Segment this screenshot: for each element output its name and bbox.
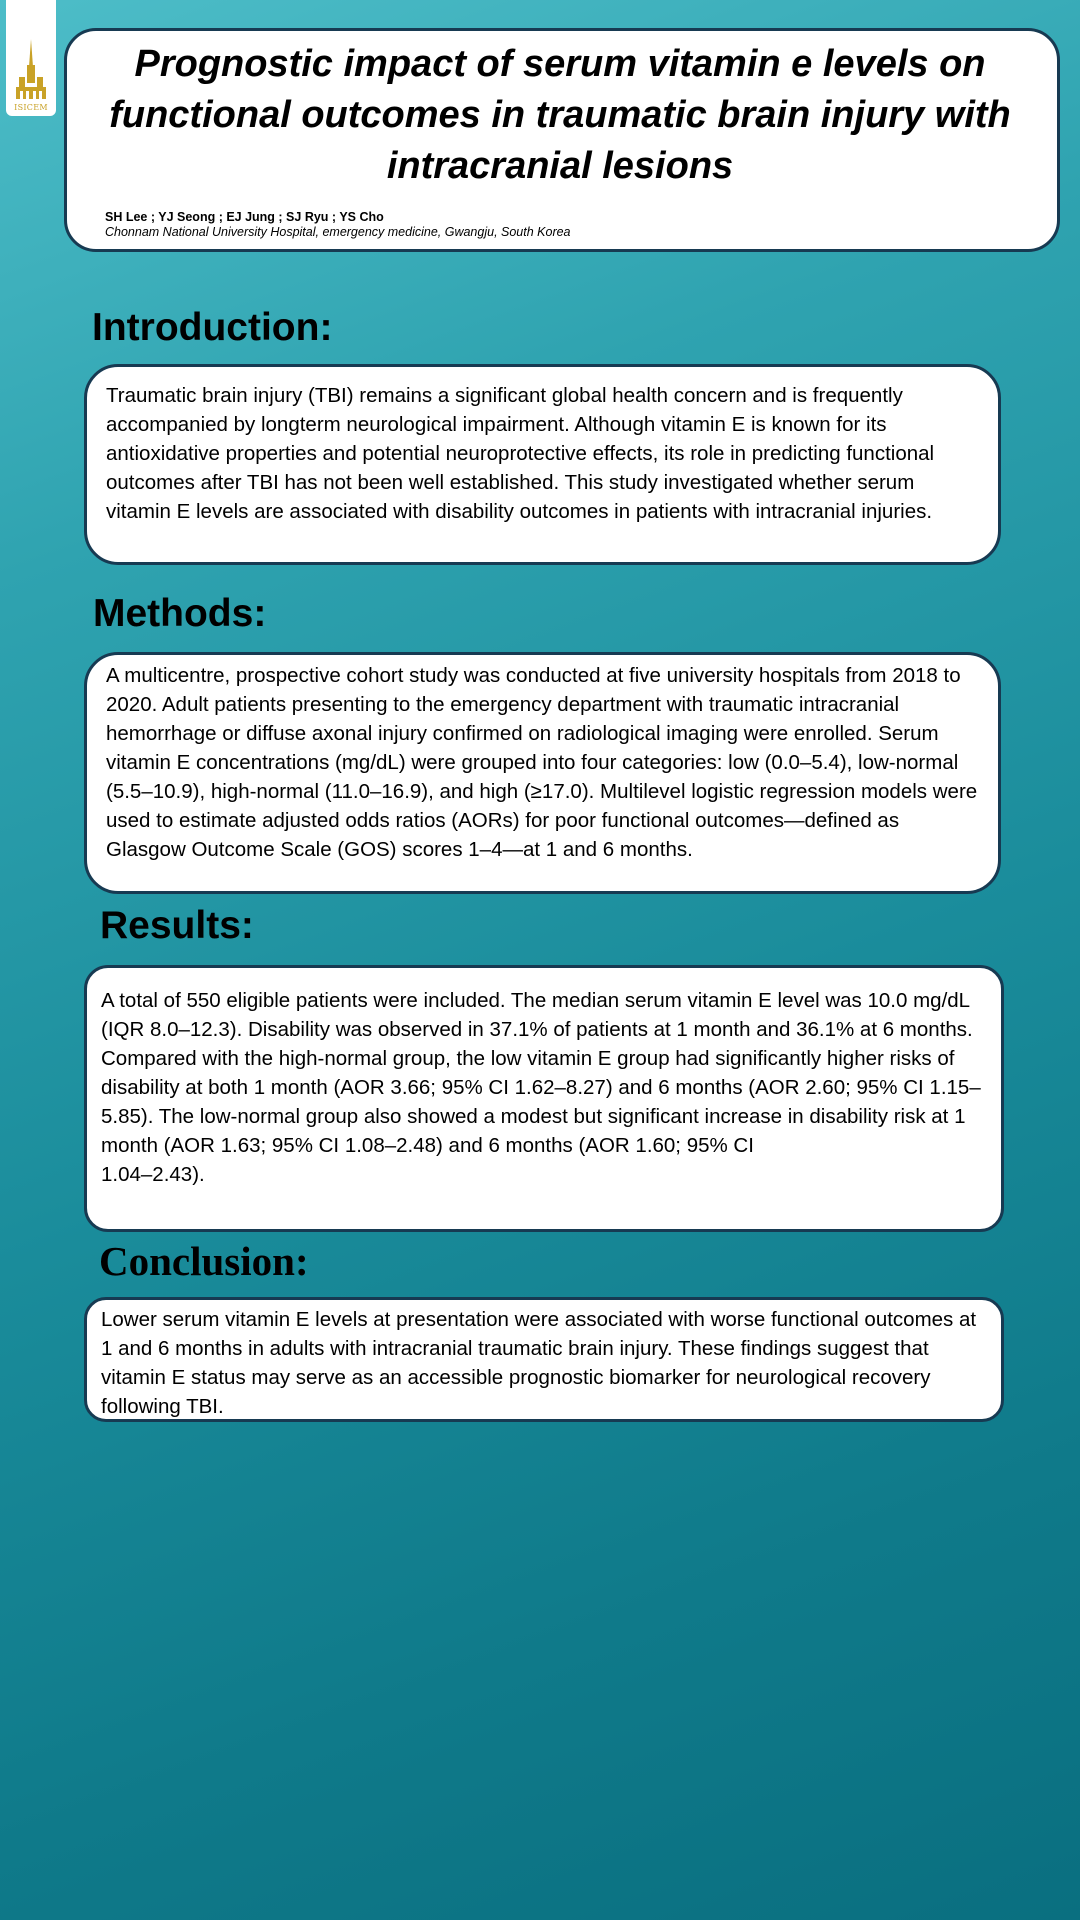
conclusion-heading: Conclusion: — [99, 1238, 309, 1284]
affiliation: Chonnam National University Hospital, emergency medicine, Gwangju, South Korea — [105, 225, 571, 239]
conference-logo — [6, 0, 56, 116]
authors: SH Lee ; YJ Seong ; EJ Jung ; SJ Ryu ; YS Cho — [105, 210, 384, 224]
methods-heading: Methods: — [93, 592, 267, 635]
methods-box — [84, 652, 1001, 894]
introduction-heading: Introduction: — [92, 306, 333, 349]
tower-logo-icon — [14, 37, 48, 101]
conclusion-box — [84, 1297, 1004, 1422]
results-text-main: A total of 550 eligible patients were included. The median serum vitamin E level was 10.0 mg/dL (IQR 8.0–12.3). Disability was observed in 37.1% of patients at 1 month and 36.1% at 6 months. Compared with the high-normal group, the low vitamin E group had significantly higher risks of disability at both 1 month (AOR 3.66; 95% CI 1.62–8.27) and 6 months (AOR 2.60; 95% CI 1.15–5.85). The low-normal group also showed a modest but significant increase in disability risk at 1 month (AOR 1.63; 95% CI 1.08–2.48) and 6 months (AOR 1.60; 95% CI — [101, 989, 981, 1157]
results-heading: Results: — [100, 904, 254, 947]
methods-text: A multicentre, prospective cohort study was conducted at five university hospitals from 2018 to 2020. Adult patients presenting to the emergency department with traumatic intracranial hemorrhage or diffuse axonal injury confirmed on radiological imaging were enrolled. Serum vitamin E concentrations (mg/dL) were grouped into four categories: low (0.0–5.4), low-normal (5.5–10.9), high-normal (11.0–16.9), and high (≥17.0). Multilevel logistic regression models were used to estimate adjusted odds ratios (AORs) for poor functional outcomes—defined as Glasgow Outcome Scale (GOS) scores 1–4—at 1 and 6 months. — [106, 664, 978, 861]
introduction-text: Traumatic brain injury (TBI) remains a significant global health concern and is frequently accompanied by longterm neurological impairment. Although vitamin E is known for its antioxidative properties and potential neuroprotective effects, its role in predicting functional outcomes after TBI has not been well established. This study investigated whether serum vitamin E levels are associated with disability outcomes in patients with intracranial injuries. — [106, 384, 935, 523]
logo-text: ISICEM — [14, 103, 48, 112]
results-text-tail: 1.04–2.43). — [101, 1163, 205, 1186]
title-box — [64, 28, 1060, 252]
poster-title: Prognostic impact of serum vitamin e levels on functional outcomes in traumatic brain injury with intracranial lesions — [109, 43, 1011, 187]
results-box — [84, 965, 1004, 1232]
introduction-box — [84, 364, 1001, 565]
conclusion-text: Lower serum vitamin E levels at presentation were associated with worse functional outcomes at 1 and 6 months in adults with intracranial traumatic brain injury. These findings suggest that vitamin E status may serve as an accessible prognostic biomarker for neurological recovery following TBI. — [101, 1308, 977, 1418]
results-text — [101, 986, 987, 1189]
